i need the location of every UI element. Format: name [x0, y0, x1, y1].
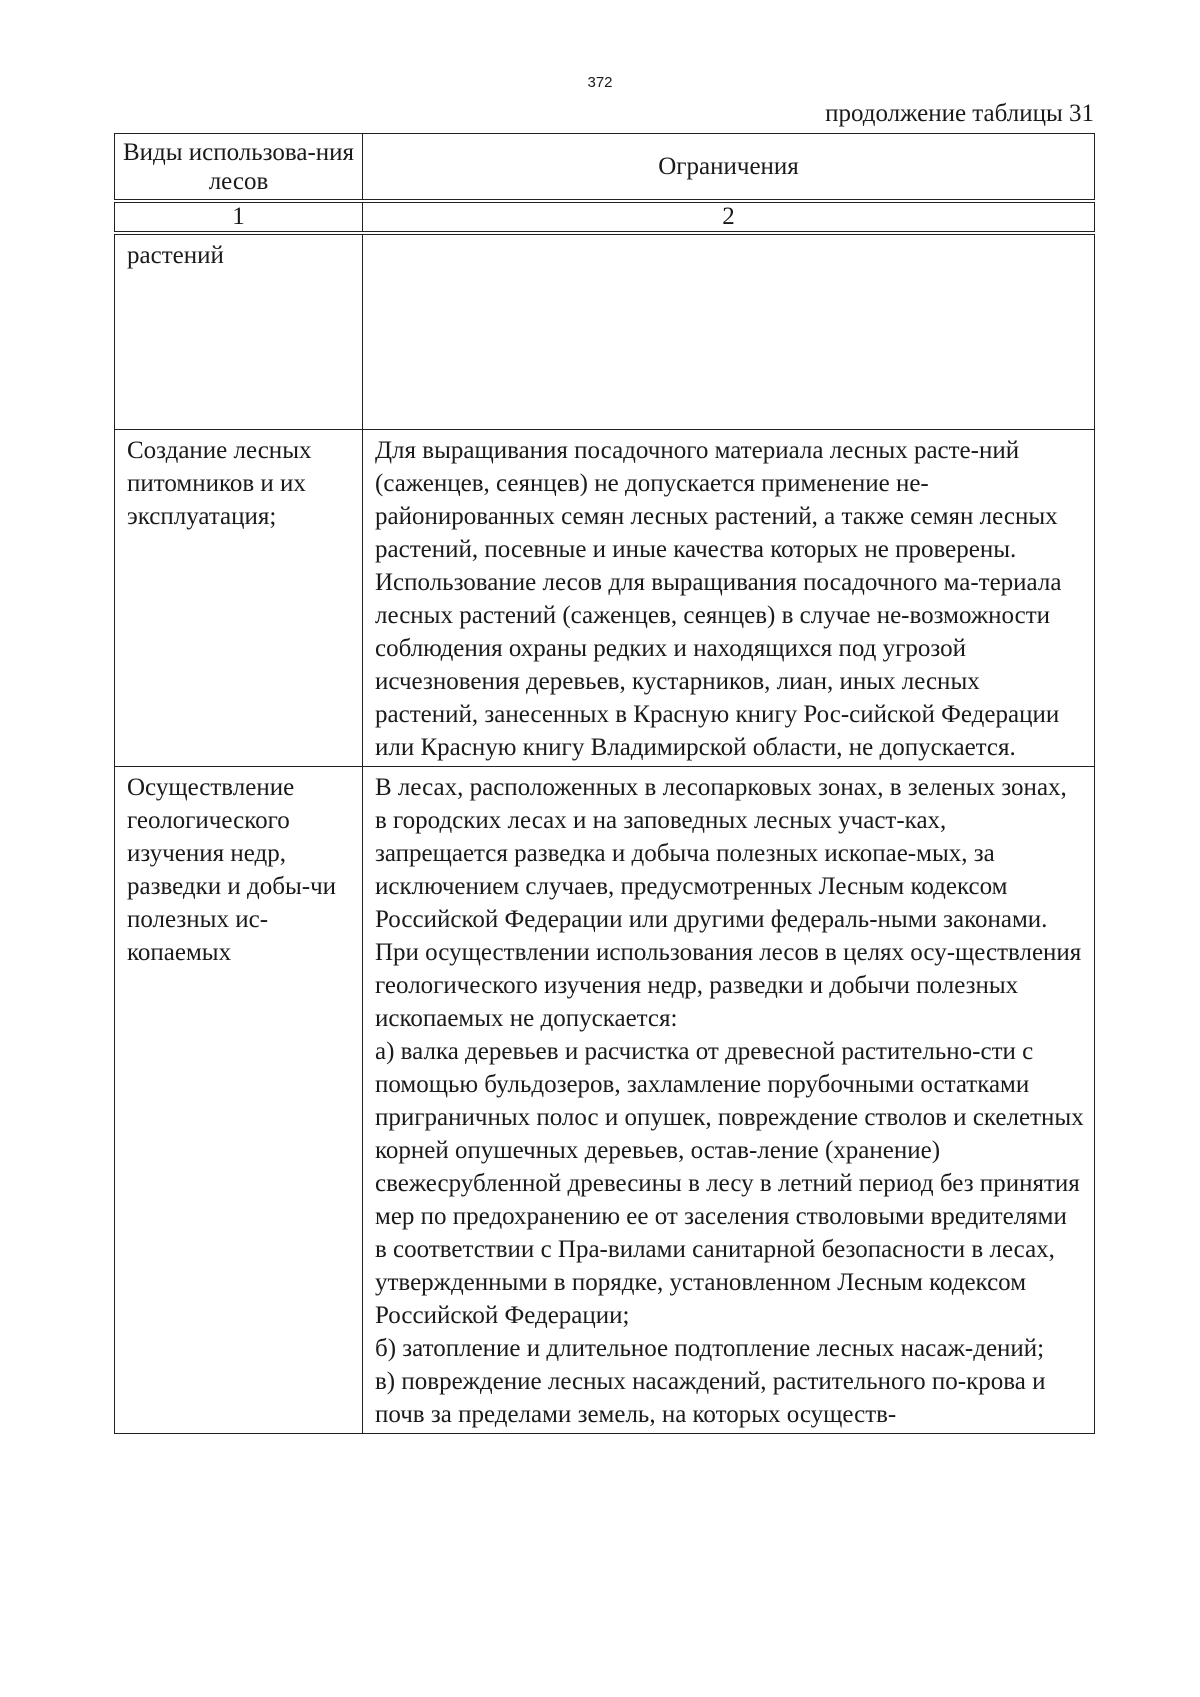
usage-cell: Создание лесных питомников и их эксплуатация;: [115, 430, 363, 767]
table-header-row: [115, 134, 1095, 202]
restriction-paragraph: В лесах, расположенных в лесопарковых зонах, в зеленых зонах, в городских лесах и на заповедных лесных участ-ках, запрещается разведка и добыча полезных ископае-мых, за исключением случаев, предусмотренных Лесным кодексом Российской Федерации или другими федераль-ными законами.: [375, 774, 1067, 933]
table-continuation-label: продолжение таблицы 31: [825, 100, 1094, 127]
restriction-item-c: в) повреждение лесных насаждений, растительного по-крова и почв за пределами земель, на которых осуществ-: [375, 1368, 1046, 1428]
column-number-1: 1: [115, 201, 363, 233]
restrictions-cell: [363, 430, 1095, 767]
restrictions-table: [114, 133, 1095, 1434]
header-usage-types: Виды использова-ния лесов: [115, 134, 363, 202]
restriction-paragraph: Для выращивания посадочного материала лесных расте-ний (саженцев, сеянцев) не допускается применение не-районированных семян лесных растений, а также семян лесных растений, посевные и иные качества которых не проверены.: [375, 437, 1058, 563]
column-number-2: 2: [363, 201, 1095, 233]
restriction-item-a: а) валка деревьев и расчистка от древесной растительно-сти с помощью бульдозеров, захламление порубочными остатками приграничных полос и опушек, повреждение стволов и скелетных корней опушечных деревьев, остав-ление (хранение) свежесрубленной древесины в лесу в летний период без принятия мер по предохранению ее от заселения стволовыми вредителями в соответствии с Пра-вилами санитарной безопасности в лесах, утвержденными в порядке, установленном Лесным кодексом Российской Федерации;: [375, 1038, 1084, 1329]
table-row: [115, 430, 1095, 767]
usage-cell: растений: [115, 233, 363, 430]
column-number-row: [115, 201, 1095, 233]
restrictions-cell: [363, 767, 1095, 1434]
table-row: [115, 233, 1095, 430]
restriction-paragraph: При осуществлении использования лесов в целях осу-ществления геологического изучения недр, разведки и добычи полезных ископаемых не допускается:: [375, 939, 1082, 1032]
restriction-paragraph: Использование лесов для выращивания посадочного ма-териала лесных растений (саженцев, сеянцев) в случае не-возможности соблюдения охраны редких и находящихся под угрозой исчезновения деревьев, кустарников, лиан, иных лесных растений, занесенных в Красную книгу Рос-сийской Федерации или Красную книгу Владимирской области, не допускается.: [375, 569, 1062, 761]
usage-cell: Осуществление геологического изучения недр, разведки и добы-чи полезных ис-копаемых: [115, 767, 363, 1434]
page-number: 372: [587, 74, 613, 91]
restriction-item-b: б) затопление и длительное подтопление лесных насаж-дений;: [375, 1335, 1045, 1362]
header-restrictions: Ограничения: [363, 134, 1095, 202]
restrictions-cell: [363, 233, 1095, 430]
table-row: [115, 767, 1095, 1434]
